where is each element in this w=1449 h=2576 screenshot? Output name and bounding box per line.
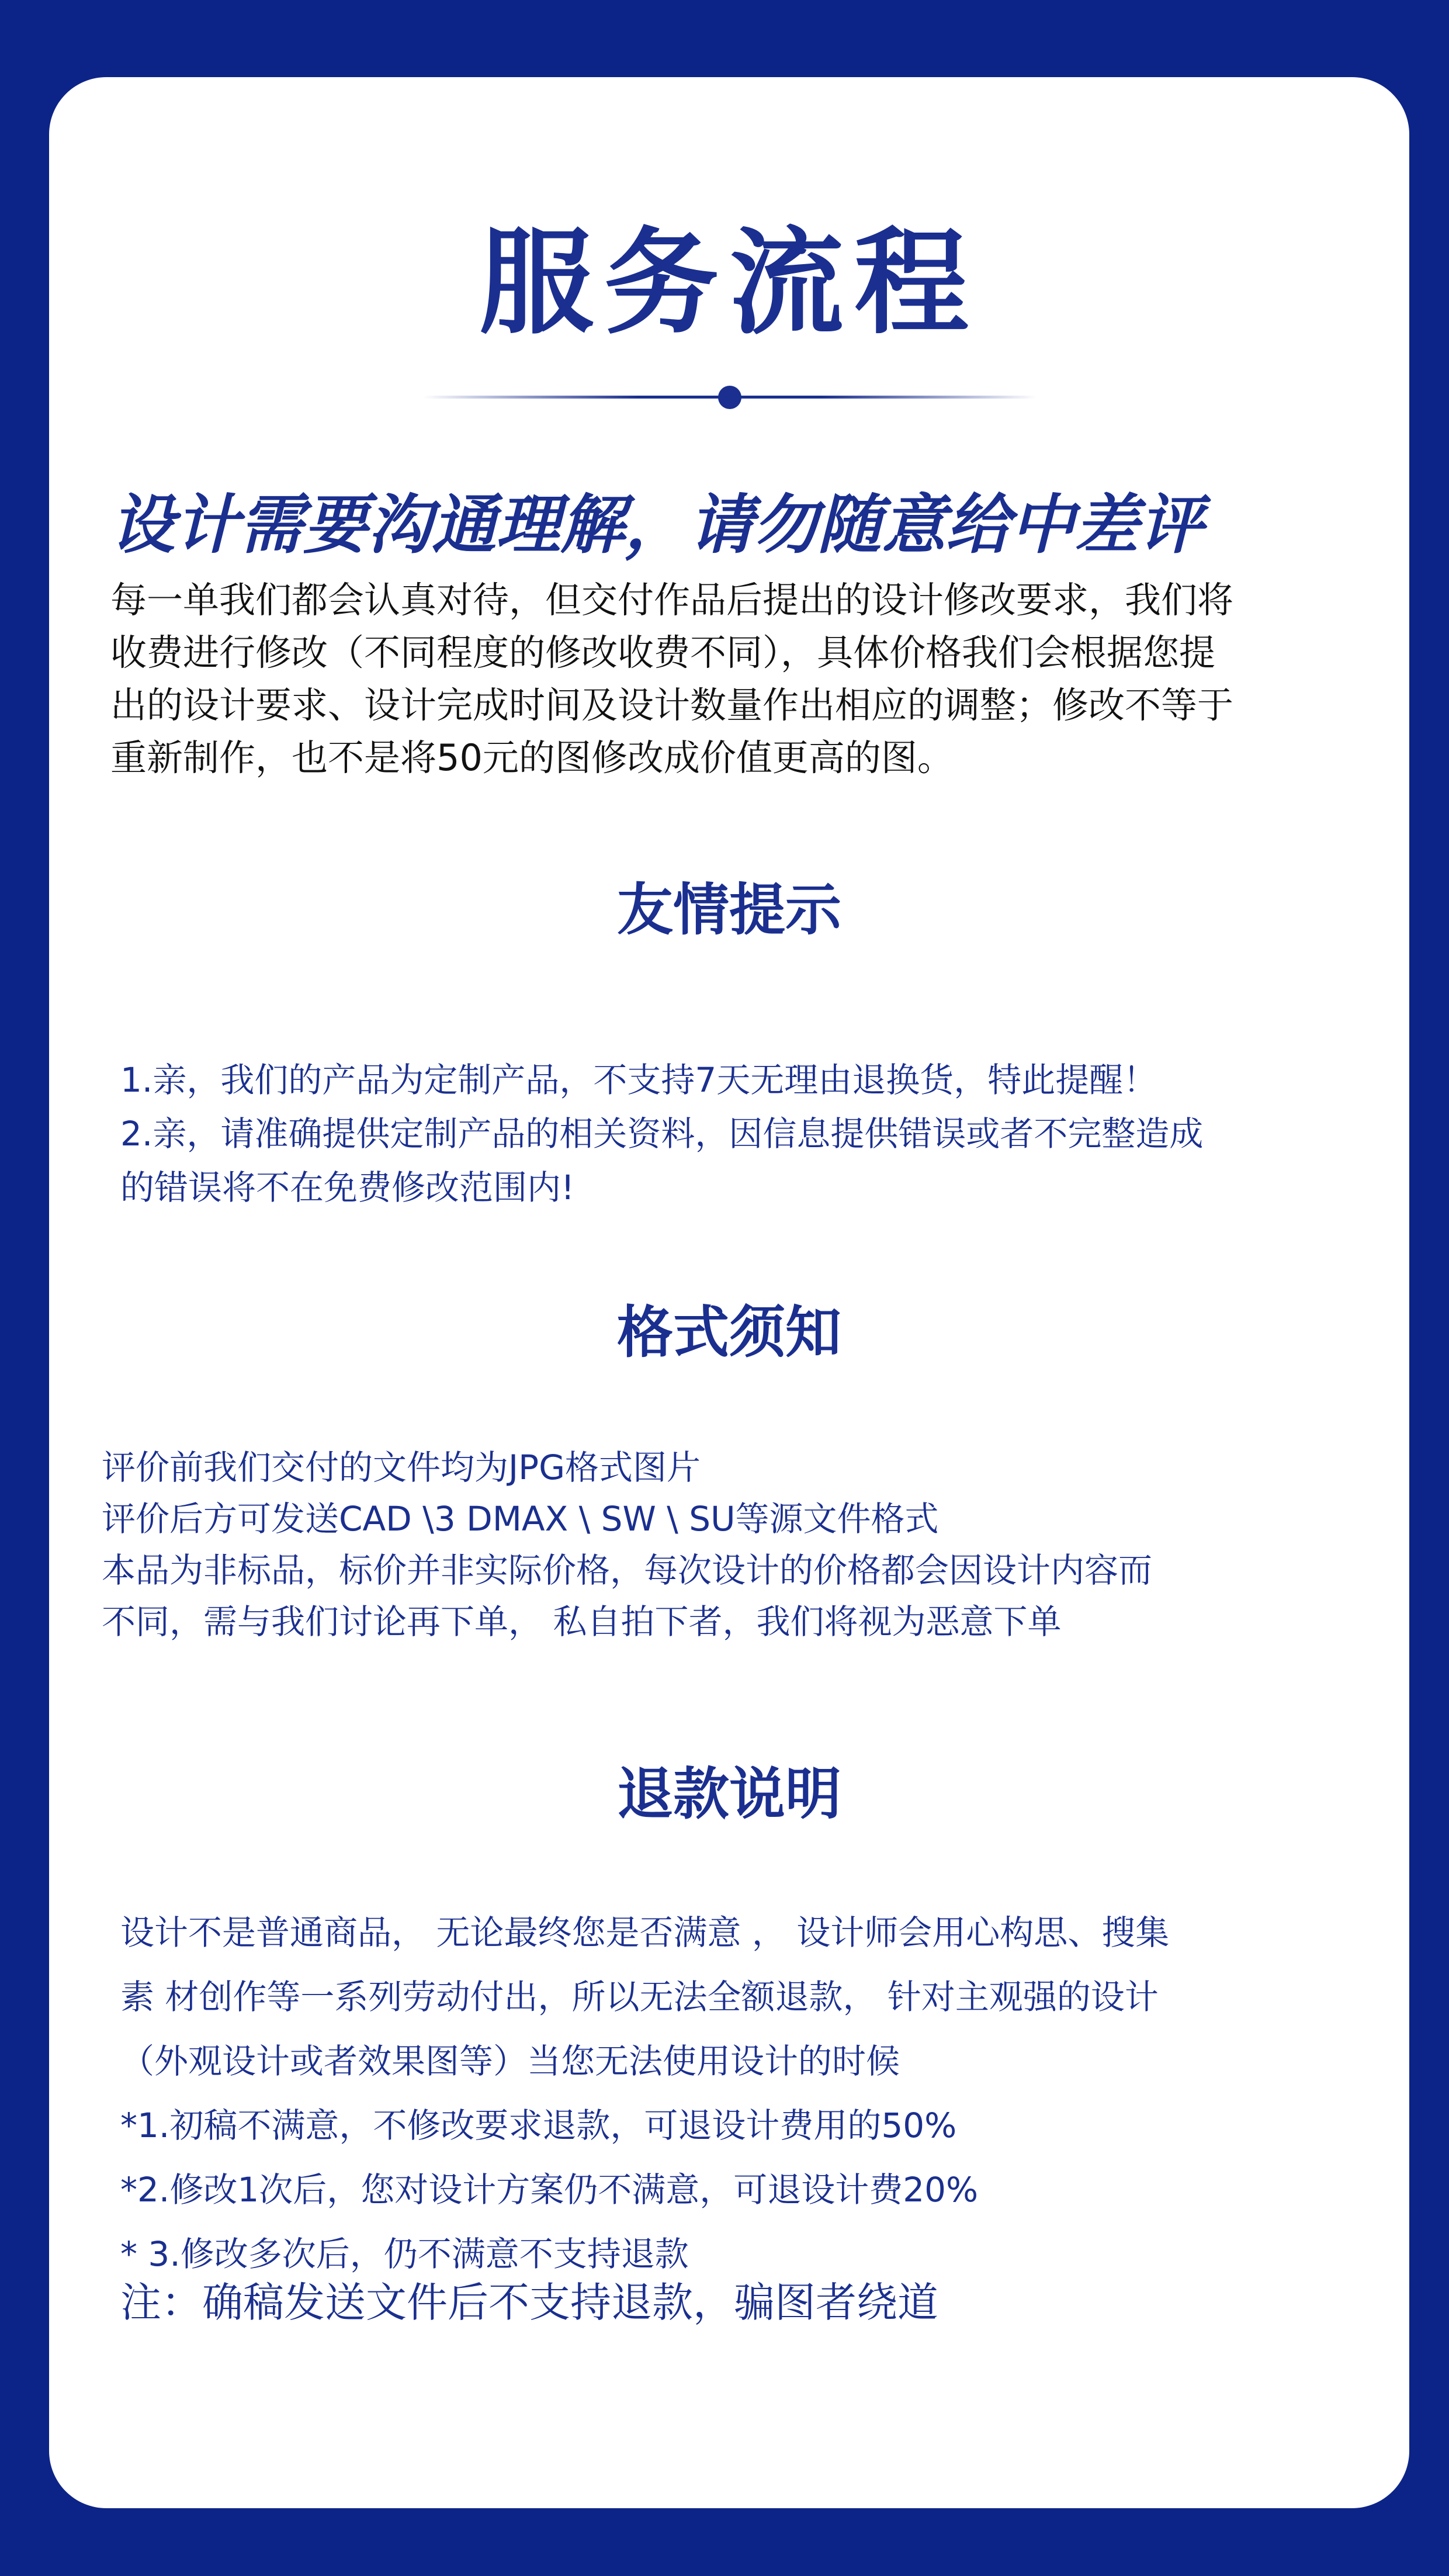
refund-note: 注：确稿发送文件后不支持退款，骗图者绕道 xyxy=(120,2279,938,2326)
intro-line: 重新制作，也不是将50元的图修改成价值更高的图。 xyxy=(110,736,954,779)
tip-line: 1.亲，我们的产品为定制产品，不支持7天无理由退换货，特此提醒！ xyxy=(120,1060,1157,1100)
divider-dot-icon xyxy=(718,386,741,409)
refund-title: 退款说明 xyxy=(617,1761,841,1827)
refund-line: * 3.修改多次后，仍不满意不支持退款 xyxy=(120,2234,689,2274)
intro-line: 出的设计要求、设计完成时间及设计数量作出相应的调整；修改不等于 xyxy=(110,684,1234,726)
refund-line: *2.修改1次后，您对设计方案仍不满意，可退设计费20% xyxy=(120,2170,979,2210)
refund-line: 素 材创作等一系列劳动付出，所以无法全额退款， 针对主观强的设计 xyxy=(120,1977,1159,2017)
slogan-heading: 设计需要沟通理解，请勿随意给中差评 xyxy=(110,487,1203,562)
format-line: 评价后方可发送CAD \3 DMAX \ SW \ SU等源文件格式 xyxy=(102,1499,939,1539)
format-line: 不同，需与我们讨论再下单， 私自拍下者，我们将视为恶意下单 xyxy=(102,1602,1062,1642)
refund-line: *1.初稿不满意，不修改要求退款，可退设计费用的50% xyxy=(120,2106,957,2145)
intro-paragraph xyxy=(110,574,1378,784)
title-divider xyxy=(423,386,1037,409)
intro-line: 收费进行修改（不同程度的修改收费不同），具体价格我们会根据您提 xyxy=(110,631,1216,674)
intro-line: 每一单我们都会认真对待，但交付作品后提出的设计修改要求，我们将 xyxy=(110,579,1234,621)
format-list xyxy=(102,1442,1152,1647)
content-card xyxy=(49,77,1409,2508)
tip-line: 2.亲，请准确提供定制产品的相关资料，因信息提供错误或者不完整造成 xyxy=(120,1114,1204,1154)
format-title: 格式须知 xyxy=(617,1300,841,1365)
tip-line: 的错误将不在免费修改范围内! xyxy=(120,1168,575,1207)
tips-list xyxy=(120,1053,1203,1214)
page-title: 服务流程 xyxy=(479,217,979,350)
tips-title: 友情提示 xyxy=(617,877,841,943)
refund-line: （外观设计或者效果图等）当您无法使用设计的时候 xyxy=(120,2041,900,2081)
format-line: 评价前我们交付的文件均为JPG格式图片 xyxy=(102,1448,701,1487)
refund-list xyxy=(120,1900,1169,2286)
format-line: 本品为非标品，标价并非实际价格，每次设计的价格都会因设计内容而 xyxy=(102,1550,1153,1590)
refund-line: 设计不是普通商品， 无论最终您是否满意 ， 设计师会用心构思、搜集 xyxy=(120,1913,1170,1952)
